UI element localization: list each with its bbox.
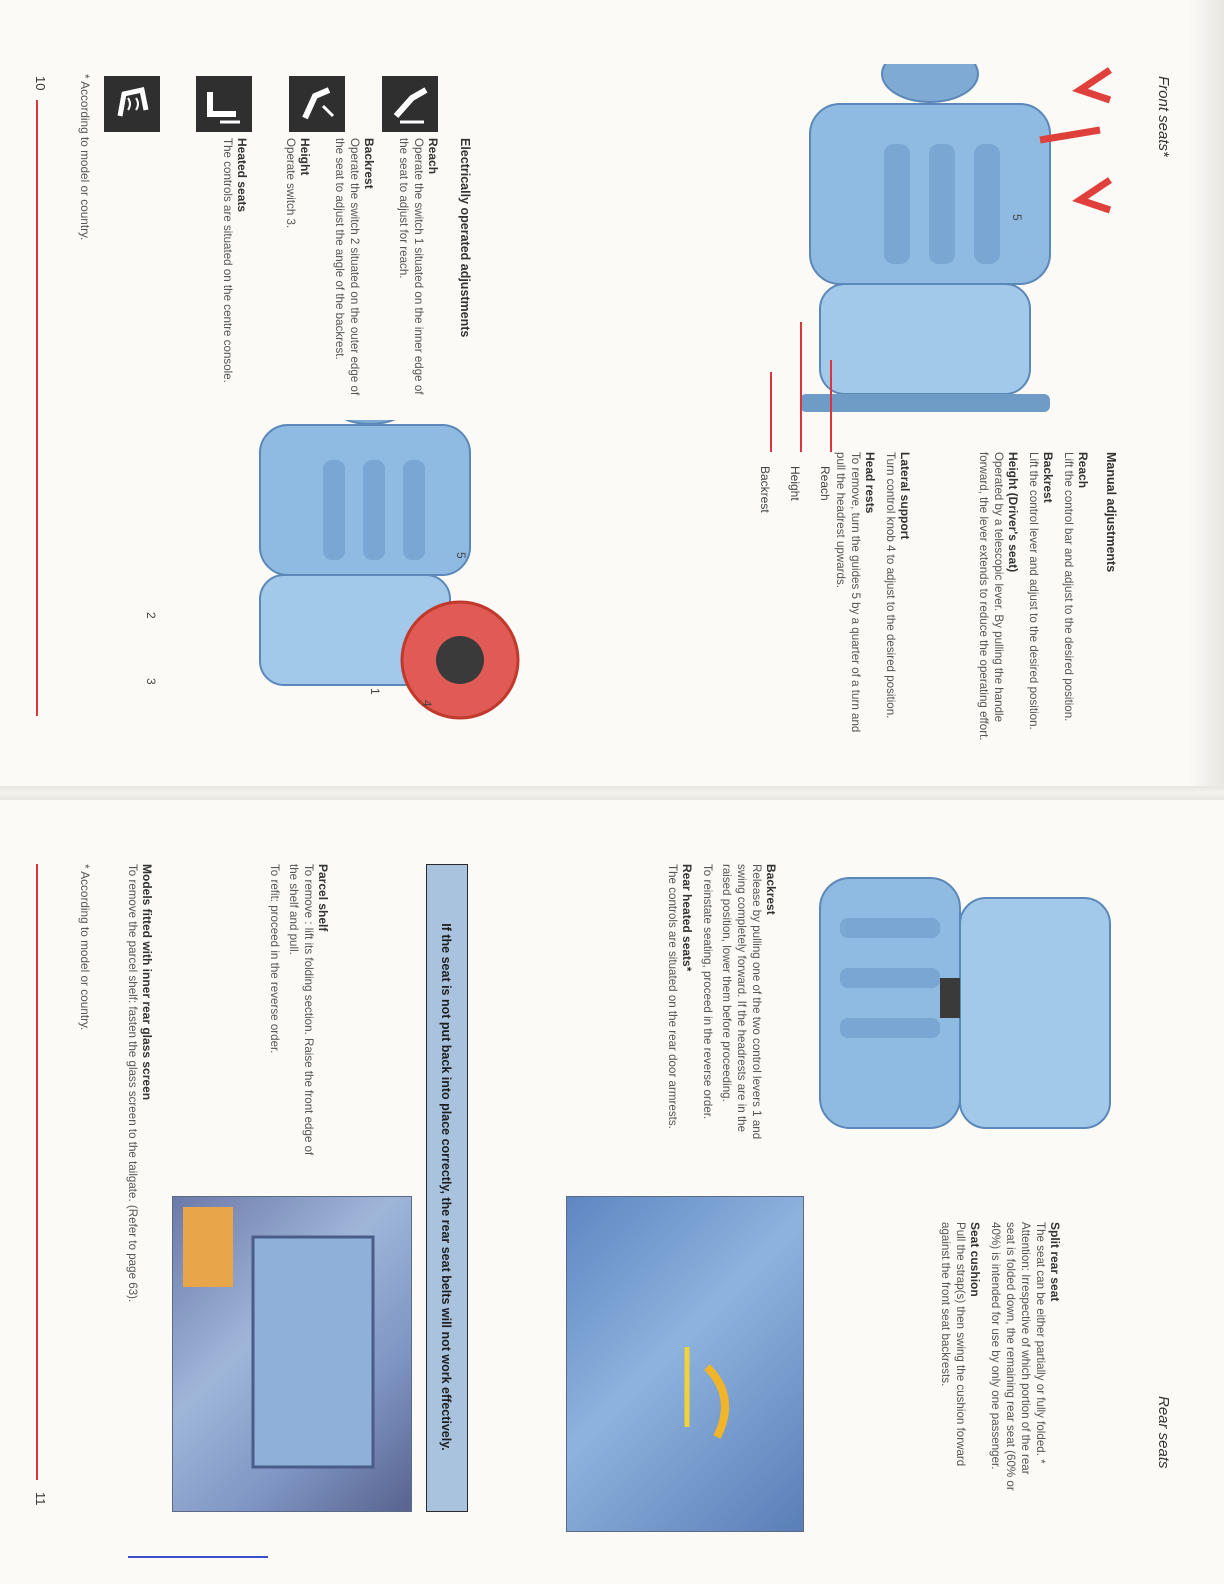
callout-reach: Reach bbox=[818, 466, 832, 501]
front-seats-heading: Front seats* bbox=[1155, 76, 1172, 157]
front-seat-electric-illustration bbox=[170, 420, 560, 730]
parcel-shelf-text-2: To refit: proceed in the reverse order. bbox=[268, 864, 281, 1054]
callout-backrest: Backrest bbox=[758, 466, 772, 513]
split-rear-seat-title: Split rear seat bbox=[1048, 1222, 1062, 1302]
callout-3: 3 bbox=[144, 678, 158, 685]
electric-backrest-text: Operate the switch 2 situated on the outer edge of the seat to adjust the angle of the backrest. bbox=[333, 138, 361, 396]
glass-screen-title: Models fitted with inner rear glass screen bbox=[140, 864, 154, 1101]
rear-backrest-title: Backrest bbox=[764, 864, 778, 915]
callout-2: 2 bbox=[144, 612, 158, 619]
manual-adjustments-title: Manual adjustments bbox=[1104, 452, 1118, 573]
callout-5-top: 5 bbox=[1010, 214, 1024, 221]
parcel-shelf-photo bbox=[172, 1196, 412, 1512]
parcel-shelf-title: Parcel shelf bbox=[316, 864, 330, 932]
rear-seats-heading: Rear seats bbox=[1155, 1396, 1172, 1469]
split-rear-seat-column bbox=[938, 1222, 1062, 1492]
right-page-number: 11 bbox=[33, 1492, 48, 1506]
split-rear-seat-text: The seat can be either partially or fully folded. * Attention: Irrespective of which portion of the rear seat is folded down, the remaining rear seat (60% or 40%) is intended for use by only one passenger. bbox=[989, 1222, 1047, 1491]
rear-backrest-text-1: Release by pulling one of the two control levers 1 and swing completely forward. If the headrests are in the raised position, lower them before proceeding. bbox=[720, 864, 763, 1140]
glass-screen-text: To remove the parcel shelf: fasten the glass screen to the tailgate. (Refer to page 63). bbox=[126, 864, 139, 1303]
manual-reach-title: Reach bbox=[1076, 452, 1090, 489]
head-rests-text: To remove, turn the guides 5 by a quarter of a turn and pull the headrest upwards. bbox=[834, 452, 862, 733]
seat-cushion-text: Pull the strap(s) then swing the cushion forward against the front seat backrests. bbox=[939, 1222, 967, 1467]
callout-4: 4 bbox=[420, 700, 434, 707]
electric-adjustments-column bbox=[220, 138, 472, 398]
heated-seat-icon bbox=[104, 76, 160, 132]
headrest-arrows bbox=[1030, 60, 1130, 220]
seat-cushion-title: Seat cushion bbox=[968, 1222, 982, 1297]
bottom-blue-rule bbox=[128, 1556, 268, 1558]
rear-seat-illustration bbox=[800, 858, 1130, 1148]
manual-height-text: Operated by a telescopic lever. By pulling the handle forward, the lever extends to reduce the operating effort. bbox=[977, 452, 1005, 741]
left-footnote: * According to model or country. bbox=[78, 74, 92, 241]
lateral-support-title: Lateral support bbox=[898, 452, 912, 540]
right-footnote: * According to model or country. bbox=[78, 864, 92, 1031]
glass-screen-column bbox=[125, 864, 154, 1504]
rear-seat-fold-photo bbox=[566, 1196, 804, 1532]
lateral-support-text: Turn control knob 4 to adjust to the desired position. bbox=[884, 452, 897, 719]
electric-height-text: Operate switch 3. bbox=[284, 138, 297, 229]
manual-backrest-title: Backrest bbox=[1041, 452, 1055, 503]
right-footer-rule bbox=[36, 864, 38, 1480]
seat-reach-icon bbox=[382, 76, 438, 132]
manual-adjustments-column bbox=[833, 452, 1118, 742]
electric-reach-title: Reach bbox=[426, 138, 440, 175]
callout-line-height bbox=[800, 322, 802, 452]
callout-5-bottom: 5 bbox=[454, 552, 468, 559]
parcel-shelf-column bbox=[267, 864, 330, 1164]
head-rests-title: Head rests bbox=[863, 452, 877, 514]
rear-backrest-text-2: To reinstate seating, proceed in the reverse order. bbox=[701, 864, 714, 1120]
parcel-shelf-text-1: To remove : lift its folding section. Raise the front edge of the shelf and pull. bbox=[287, 864, 315, 1156]
page-gutter bbox=[0, 786, 1224, 800]
heated-seats-text: The controls are situated on the centre console. bbox=[221, 138, 234, 383]
manual-backrest-text: Lift the control lever and adjust to the desired position. bbox=[1027, 452, 1040, 730]
electric-backrest-title: Backrest bbox=[362, 138, 376, 189]
callout-height: Height bbox=[788, 466, 802, 501]
seat-height-icon bbox=[196, 76, 252, 132]
electric-adjustments-title: Electrically operated adjustments bbox=[458, 138, 472, 338]
callout-1: 1 bbox=[368, 688, 382, 695]
heated-seats-title: Heated seats bbox=[235, 138, 249, 213]
manual-reach-text: Lift the control bar and adjust to the desired position. bbox=[1062, 452, 1075, 722]
left-page-number: 10 bbox=[33, 76, 48, 91]
rear-heated-seats-text: The controls are situated on the rear door armrests. bbox=[666, 864, 679, 1129]
callout-line-reach bbox=[830, 360, 832, 452]
electric-height-title: Height bbox=[298, 138, 312, 176]
page-edge-shadow bbox=[1188, 0, 1224, 786]
rear-seat-warning-text: If the seat is not put back into place correctly, the rear seat belts will not work effectively. bbox=[439, 923, 454, 1451]
rear-heated-seats-title: Rear heated seats* bbox=[680, 864, 694, 972]
callout-line-backrest bbox=[770, 372, 772, 452]
left-footer-rule bbox=[36, 100, 38, 716]
rear-backrest-column bbox=[665, 864, 778, 1164]
seat-backrest-icon bbox=[289, 76, 345, 132]
electric-reach-text: Operate the switch 1 situated on the inner edge of the seat to adjust for reach. bbox=[397, 138, 425, 395]
manual-height-title: Height (Driver's seat) bbox=[1006, 452, 1020, 573]
